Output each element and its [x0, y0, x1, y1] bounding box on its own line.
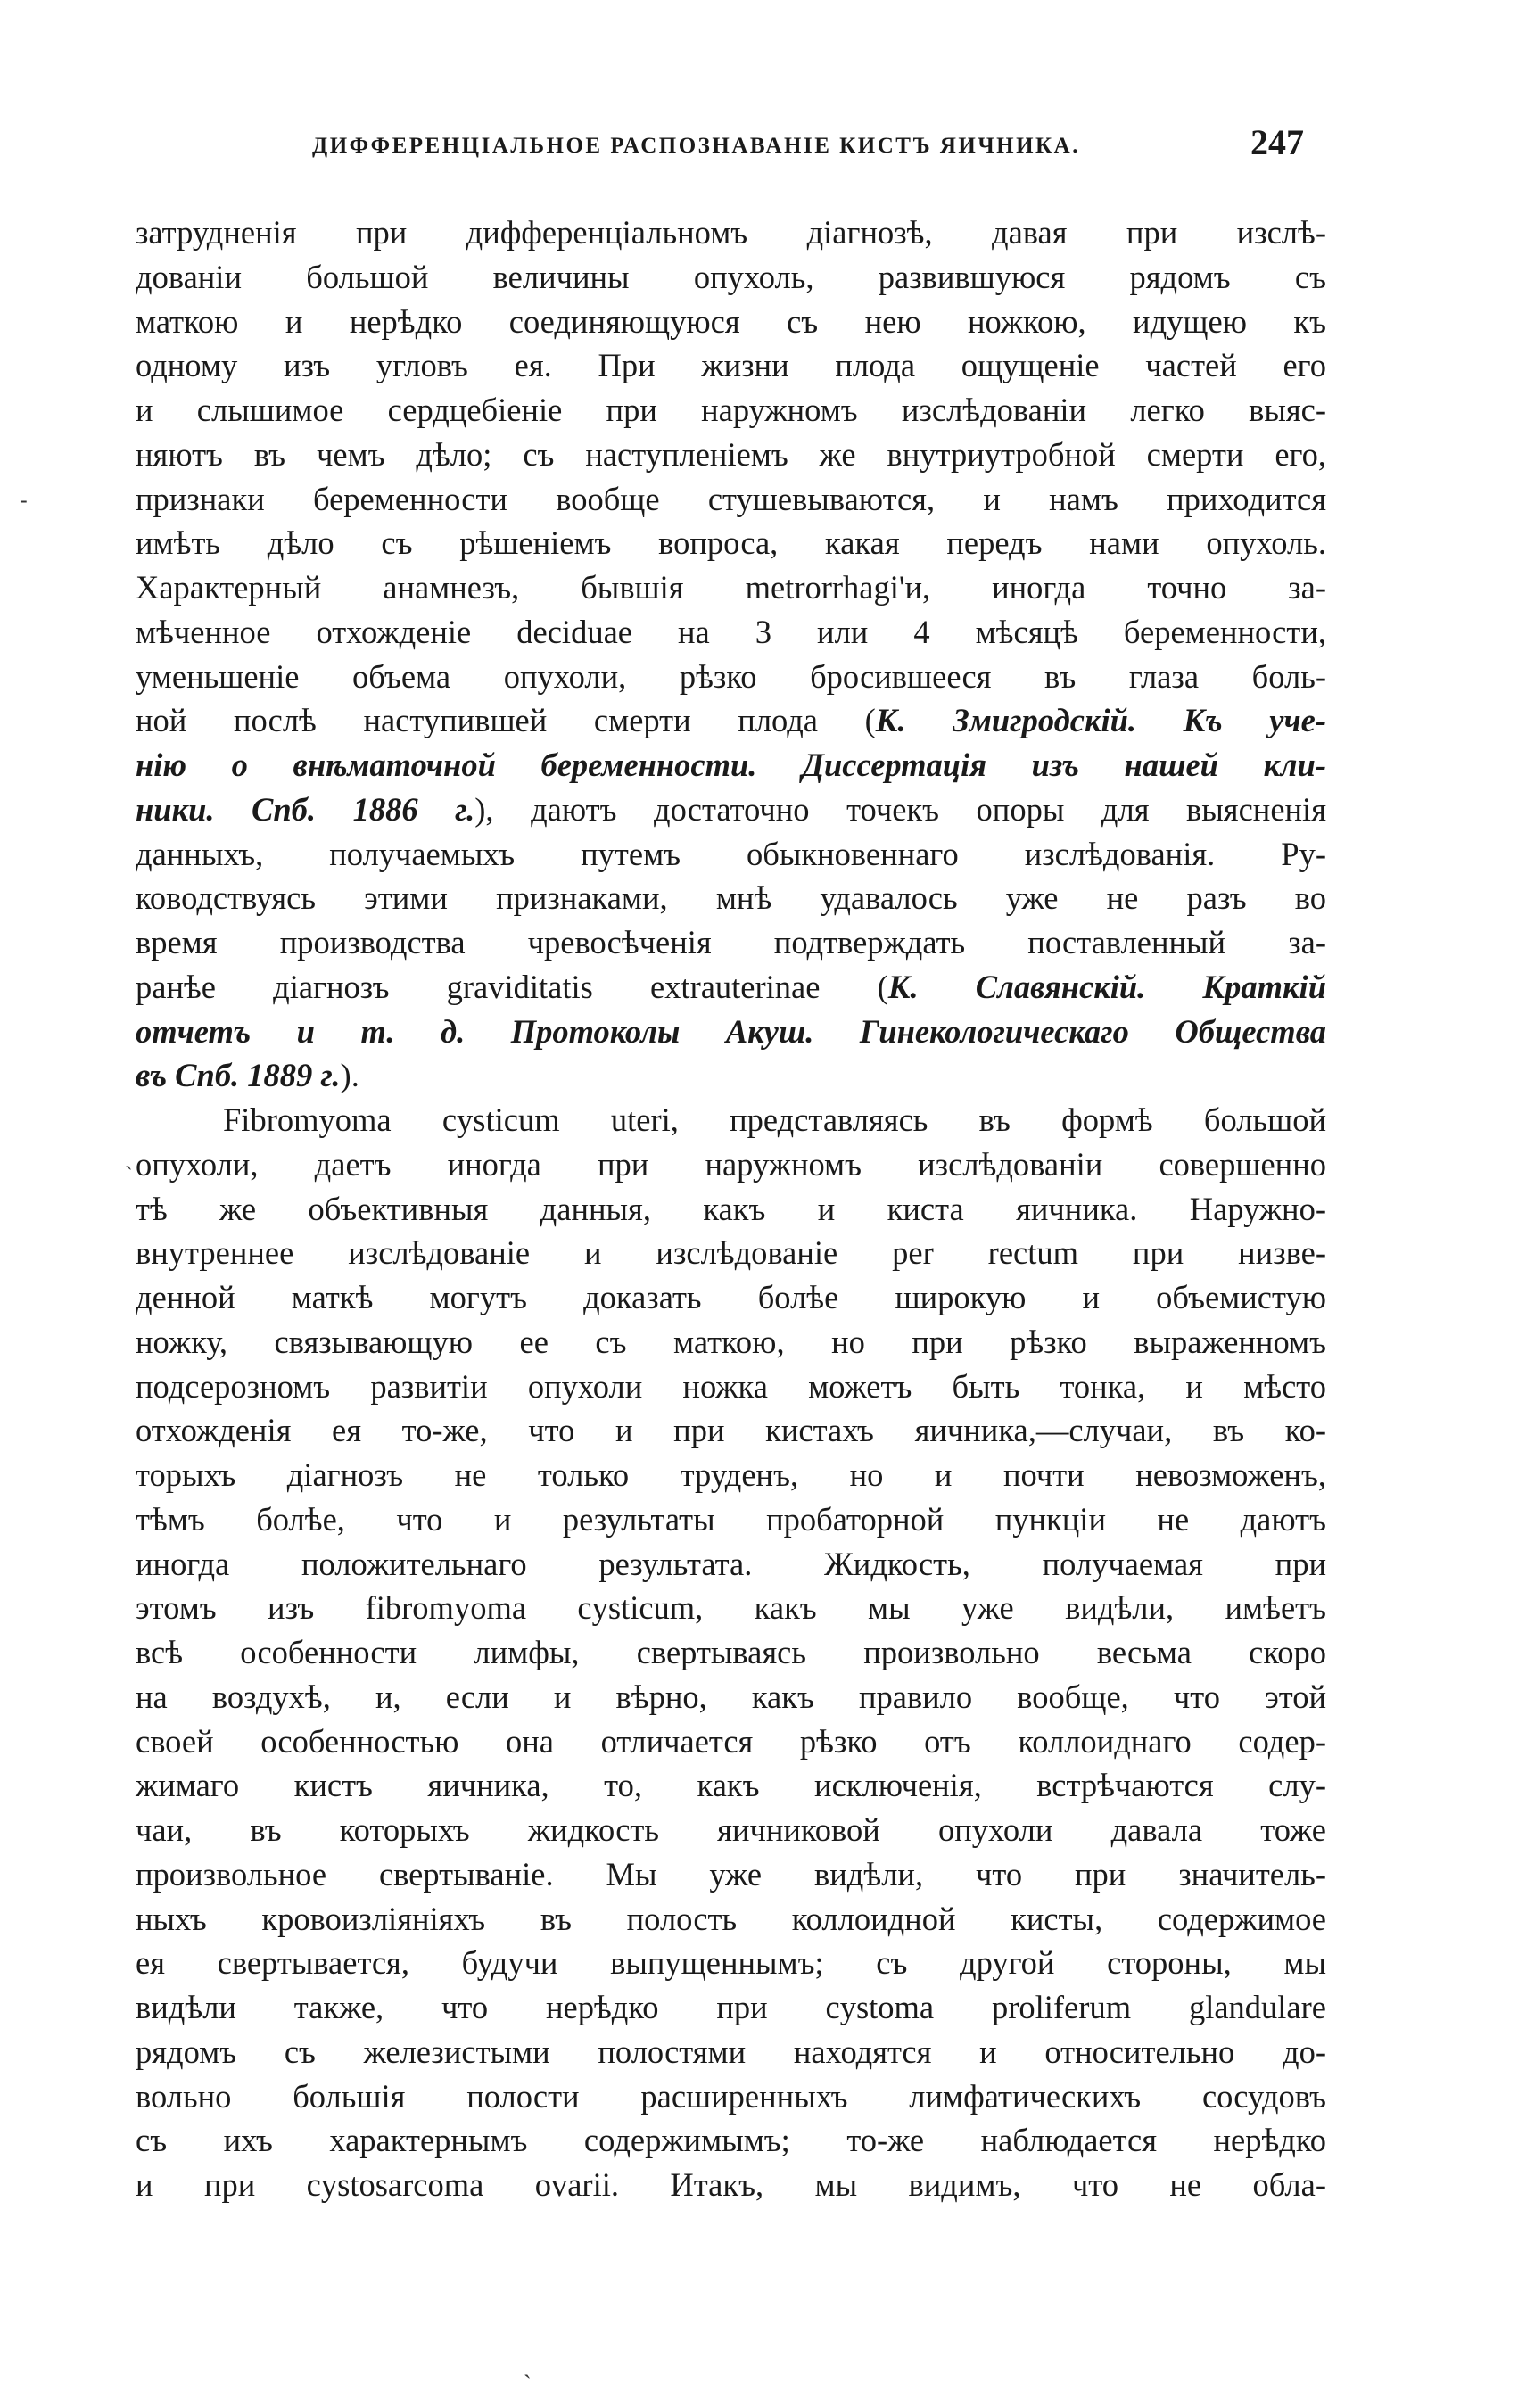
text-line	[136, 1408, 1326, 1453]
line-text: Характерный анамнезъ, бывшія metrorrhagi'и, иногда точно за-	[136, 569, 1326, 606]
text-line	[136, 477, 1326, 522]
line-text: иногда положительнаго результата. Жидкость, получаемая при	[136, 1545, 1326, 1582]
line-text: и слышимое сердцебіеніе при наружномъ изслѣдованіи легко выяс-	[136, 392, 1326, 428]
line-text: тѣ же объективныя данныя, какъ и киста яичника. Наружно-	[136, 1190, 1326, 1227]
text-line	[136, 300, 1326, 344]
text-line	[136, 2163, 1326, 2207]
text-line	[136, 2030, 1326, 2074]
line-text: всѣ особенности лимфы, свертываясь произвольно весьма скоро	[136, 1634, 1326, 1670]
line-text: видѣли также, что нерѣдко при cystoma proliferum glandulare	[136, 1989, 1326, 2025]
text-line	[136, 255, 1326, 300]
line-text: данныхъ, получаемыхъ путемъ обыкновеннаго изслѣдованія. Ру-	[136, 835, 1326, 872]
line-text: ной послѣ наступившей смерти плода (	[136, 702, 876, 739]
text-line	[136, 2118, 1326, 2163]
line-text: имѣть дѣло съ рѣшеніемъ вопроса, какая передъ нами опухоль.	[136, 524, 1326, 562]
margin-mark: -	[20, 487, 28, 513]
line-citation: К. Славянскій. Краткій	[887, 968, 1326, 1005]
text-line	[136, 388, 1326, 433]
line-text: рядомъ съ железистыми полостями находятся и относительно до-	[136, 2033, 1326, 2070]
text-line	[136, 1453, 1326, 1497]
line-text: отхожденія ея то-же, что и при кистахъ яичника,—случаи, въ ко-	[136, 1412, 1326, 1449]
line-citation: отчетъ и т. д. Протоколы Акуш. Гинекологическаго Общества	[136, 1012, 1326, 1050]
text-line	[136, 1897, 1326, 1942]
line-citation: въ Спб. 1889 г.	[136, 1057, 341, 1094]
line-citation: К. Змигродскій. Къ уче-	[875, 702, 1326, 739]
line-text: ководствуясь этими признаками, мнѣ удавалось уже не разъ во	[136, 879, 1326, 917]
text-line	[136, 1010, 1326, 1054]
text-line	[136, 1852, 1326, 1897]
text-line	[136, 1365, 1326, 1409]
text-line	[136, 698, 1326, 743]
text-line	[136, 788, 1326, 832]
text-line	[136, 521, 1326, 565]
line-text: ножку, связывающую ее съ маткою, но при рѣзко выраженномъ	[136, 1323, 1326, 1360]
text-line	[136, 1719, 1326, 1764]
line-citation: ники. Спб. 1886 г.	[136, 790, 475, 828]
line-text: затрудненія при дифференціальномъ діагнозѣ, давая при изслѣ-	[136, 214, 1326, 251]
line-text: одному изъ угловъ ея. При жизни плода ощущеніе частей его	[136, 347, 1326, 384]
line-text: этомъ изъ fibromyoma cysticum, какъ мы уже видѣли, имѣетъ	[136, 1589, 1326, 1627]
margin-mark: ˎ	[125, 1144, 133, 1170]
margin-mark: ˎ	[524, 2353, 532, 2379]
line-text: съ ихъ характернымъ содержимымъ; то-же наблюдается нерѣдко	[136, 2122, 1326, 2159]
text-line	[136, 1187, 1326, 1232]
line-text: маткою и нерѣдко соединяющуюся съ нею ножкою, идущею къ	[136, 302, 1326, 340]
text-line	[136, 1098, 1326, 1142]
text-line	[136, 1941, 1326, 1985]
line-text: ранѣе діагнозъ gravіditatіs extrauterinae (	[136, 968, 888, 1005]
text-line	[136, 2074, 1326, 2119]
page-number: 247	[1250, 122, 1304, 162]
text-line	[136, 832, 1326, 877]
text-line	[136, 210, 1326, 255]
text-line	[136, 610, 1326, 655]
line-text: уменьшеніе объема опухоли, рѣзко бросившееся въ глаза боль-	[136, 657, 1326, 695]
text-line	[136, 343, 1326, 388]
text-line	[136, 1675, 1326, 1719]
text-line	[136, 1497, 1326, 1542]
text-line	[136, 1275, 1326, 1320]
text-line	[136, 565, 1326, 610]
line-text: признаки беременности вообще стушевываются, и намъ приходится	[136, 480, 1326, 517]
line-text: подсерозномъ развитіи опухоли ножка можетъ быть тонка, и мѣсто	[136, 1367, 1326, 1405]
line-text: денной маткѣ могутъ доказать болѣе широкую и объемистую	[136, 1279, 1326, 1315]
line-text: произвольное свертываніе. Мы уже видѣли, что при значитель-	[136, 1855, 1326, 1893]
text-line	[136, 1542, 1326, 1587]
text-line	[136, 920, 1326, 965]
text-line	[136, 1630, 1326, 1675]
text-line	[136, 965, 1326, 1010]
line-text: ).	[340, 1057, 359, 1094]
line-text: своей особенностью она отличается рѣзко отъ коллоиднаго содер-	[136, 1722, 1326, 1760]
text-line	[136, 743, 1326, 788]
line-text: ), даютъ достаточно точекъ опоры для выясненія	[474, 790, 1326, 828]
text-line	[136, 1053, 1326, 1098]
line-text: дованіи большой величины опухоль, развившуюся рядомъ съ	[136, 258, 1326, 295]
line-text: Fibromyoma cysticum uteri, представляясь въ формѣ большой	[223, 1101, 1326, 1138]
line-text: няютъ въ чемъ дѣло; съ наступленіемъ же внутриутробной смерти его,	[136, 435, 1326, 473]
line-text: и при cystosarcoma ovarii. Итакъ, мы видимъ, что не обла-	[136, 2166, 1326, 2203]
body-text	[136, 210, 1326, 2207]
line-text: ныхъ кровоизліяніяхъ въ полость коллоидной кисты, содержимое	[136, 1900, 1326, 1937]
line-text: жимаго кистъ яичника, то, какъ исключенія, встрѣчаются слу-	[136, 1767, 1326, 1804]
text-line	[136, 1763, 1326, 1808]
text-line	[136, 1808, 1326, 1852]
running-title: ДИФФЕРЕНЦІАЛЬНОЕ РАСПОЗНАВАНІЕ КИСТЪ ЯИЧНИКА.	[312, 134, 1080, 158]
text-line	[136, 876, 1326, 920]
line-text: на воздухѣ, и, если и вѣрно, какъ правило вообще, что этой	[136, 1678, 1326, 1715]
line-text: опухоли, даетъ иногда при наружномъ изслѣдованіи совершенно	[136, 1145, 1326, 1183]
text-line	[136, 1231, 1326, 1275]
text-line	[136, 433, 1326, 477]
line-text: внутреннее изслѣдованіе и изслѣдованіе per rectum при низве-	[136, 1234, 1326, 1272]
text-line	[136, 1586, 1326, 1630]
line-text: время производства чревосѣченія подтверждать поставленный за-	[136, 924, 1326, 961]
line-citation: нію о внѣматочной беременности. Диссертація изъ нашей кли-	[136, 746, 1326, 783]
text-line	[136, 1142, 1326, 1187]
line-text: мѣченное отхожденіе deciduae на 3 или 4 мѣсяцѣ беременности,	[136, 613, 1326, 650]
line-text: тѣмъ болѣе, что и результаты пробаторной пункціи не даютъ	[136, 1500, 1326, 1538]
line-text: вольно большія полости расширенныхъ лимфатическихъ сосудовъ	[136, 2077, 1326, 2115]
line-text: чаи, въ которыхъ жидкость яичниковой опухоли давала тоже	[136, 1811, 1326, 1848]
line-text: торыхъ діагнозъ не только труденъ, но и почти невозможенъ,	[136, 1456, 1326, 1493]
line-text: ея свертывается, будучи выпущеннымъ; съ другой стороны, мы	[136, 1944, 1326, 1982]
text-line	[136, 1320, 1326, 1365]
text-line	[136, 1985, 1326, 2030]
text-line	[136, 655, 1326, 699]
